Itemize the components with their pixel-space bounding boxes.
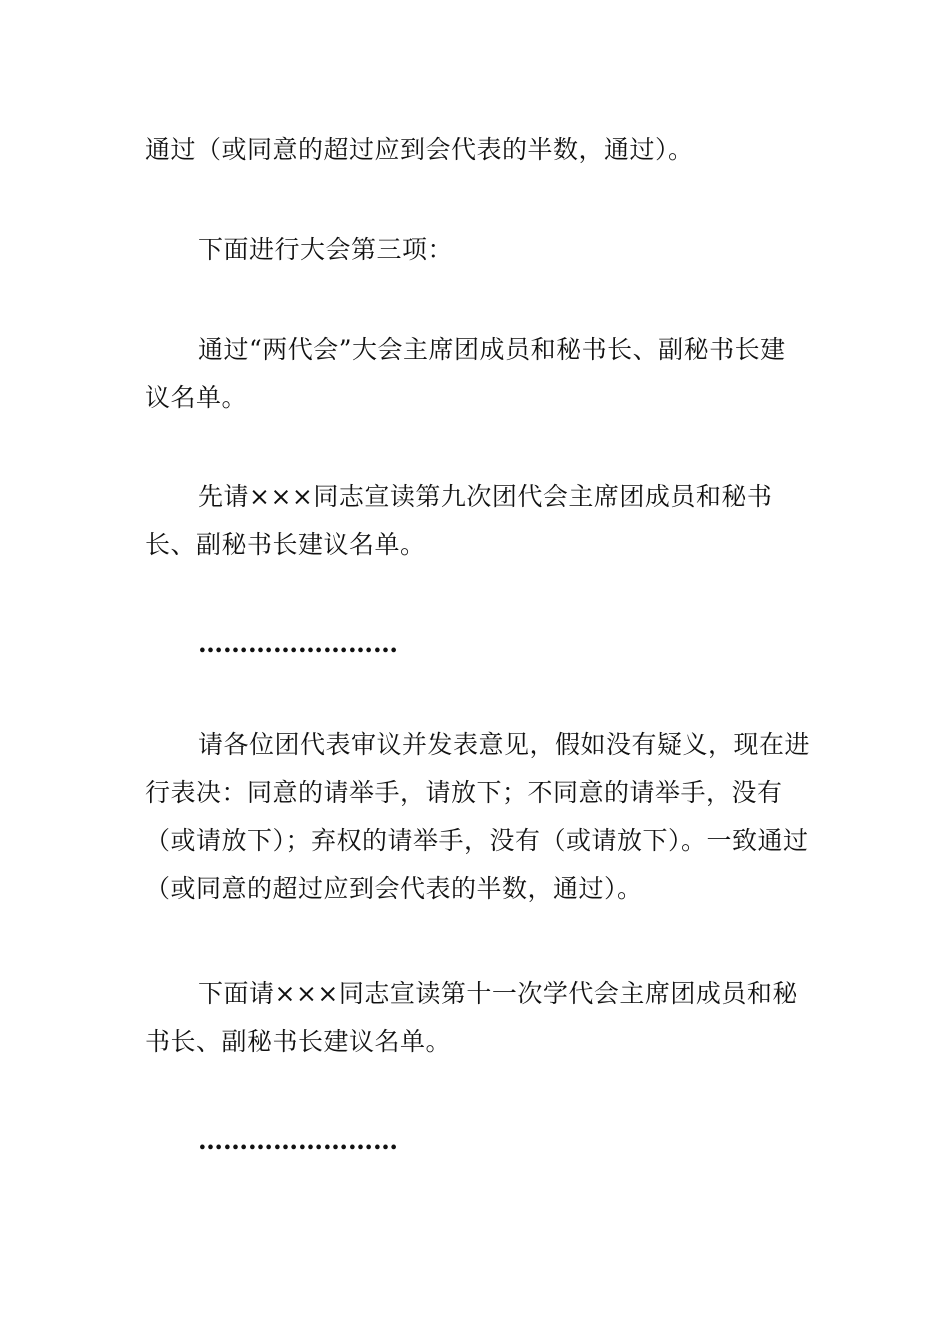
- paragraph-voting-procedure: 请各位团代表审议并发表意见，假如没有疑义，现在进行表决：同意的请举手，请放下；不同意的请举手，没有（或请放下）；弃权的请举手，没有（或请放下）。一致通过（或同意的超过应到会代表的半数，通过）。: [145, 730, 811, 903]
- paragraph-approve-presidium-list: 通过“两代会”大会主席团成员和秘书长、副秘书长建议名单。: [145, 335, 786, 412]
- ellipsis-separator: ……………………: [198, 1126, 398, 1155]
- ellipsis-separator: ……………………: [198, 629, 398, 658]
- paragraph-agenda-item-three: 下面进行大会第三项：: [198, 235, 454, 264]
- paragraph-pass-result: 通过（或同意的超过应到会代表的半数，通过）。: [145, 135, 694, 164]
- paragraph-read-student-list: 下面请×××同志宣读第十一次学代会主席团成员和秘书长、副秘书长建议名单。: [145, 979, 798, 1056]
- paragraph-read-league-list: 先请×××同志宣读第九次团代会主席团成员和秘书长、副秘书长建议名单。: [145, 482, 773, 559]
